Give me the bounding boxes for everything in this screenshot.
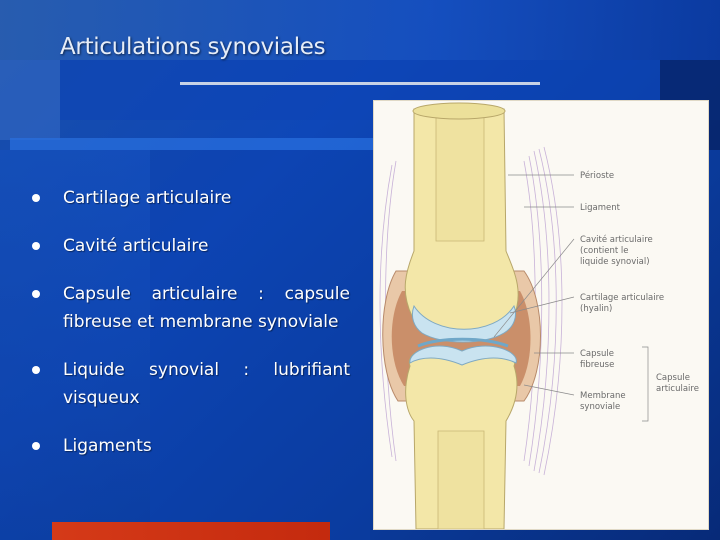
bullet-text: Liquide synovial : lubrifiant visqueux — [63, 360, 350, 408]
background-accent-stripe — [10, 138, 380, 150]
label-synovial-2: synoviale — [580, 402, 621, 412]
bullet-item — [32, 280, 350, 336]
bullet-dot-icon — [32, 194, 40, 202]
background-block-left — [0, 60, 60, 140]
synovial-joint-diagram — [373, 100, 709, 530]
upper-bone-top — [413, 103, 505, 119]
lower-bone-marrow — [438, 431, 484, 529]
label-ligament: Ligament — [580, 203, 620, 213]
bullet-list — [32, 184, 350, 480]
label-periosteum: Périoste — [580, 171, 615, 181]
label-synovial-1: Membrane — [580, 391, 626, 401]
label-cavity-1: Cavité articulaire — [580, 235, 653, 245]
bullet-dot-icon — [32, 290, 40, 298]
label-cartilage-2: (hyalin) — [580, 304, 613, 314]
joint-illustration — [374, 101, 708, 529]
bullet-item — [32, 432, 350, 460]
bullet-item — [32, 184, 350, 212]
title-underline — [180, 82, 540, 85]
label-fibrous-2: fibreuse — [580, 360, 615, 370]
bullet-text: Cavité articulaire — [63, 236, 209, 256]
bullet-text: Cartilage articulaire — [63, 188, 232, 208]
label-cavity-2: (contient le — [580, 246, 629, 256]
bullet-item — [32, 356, 350, 412]
bullet-item — [32, 232, 350, 260]
bullet-dot-icon — [32, 442, 40, 450]
accent-bar — [52, 522, 330, 540]
label-cavity-3: liquide synovial) — [580, 257, 650, 267]
label-fibrous-1: Capsule — [580, 349, 614, 359]
label-capsule-1: Capsule — [656, 373, 690, 383]
bullet-text: Ligaments — [63, 436, 152, 456]
label-cartilage-1: Cartilage articulaire — [580, 293, 665, 303]
bullet-dot-icon — [32, 366, 40, 374]
bullet-dot-icon — [32, 242, 40, 250]
bullet-text: Capsule articulaire : capsule fibreuse et membrane synoviale — [63, 284, 350, 332]
slide-title: Articulations synoviales — [60, 34, 326, 60]
upper-bone-marrow — [436, 111, 484, 241]
label-capsule-2: articulaire — [656, 384, 699, 394]
